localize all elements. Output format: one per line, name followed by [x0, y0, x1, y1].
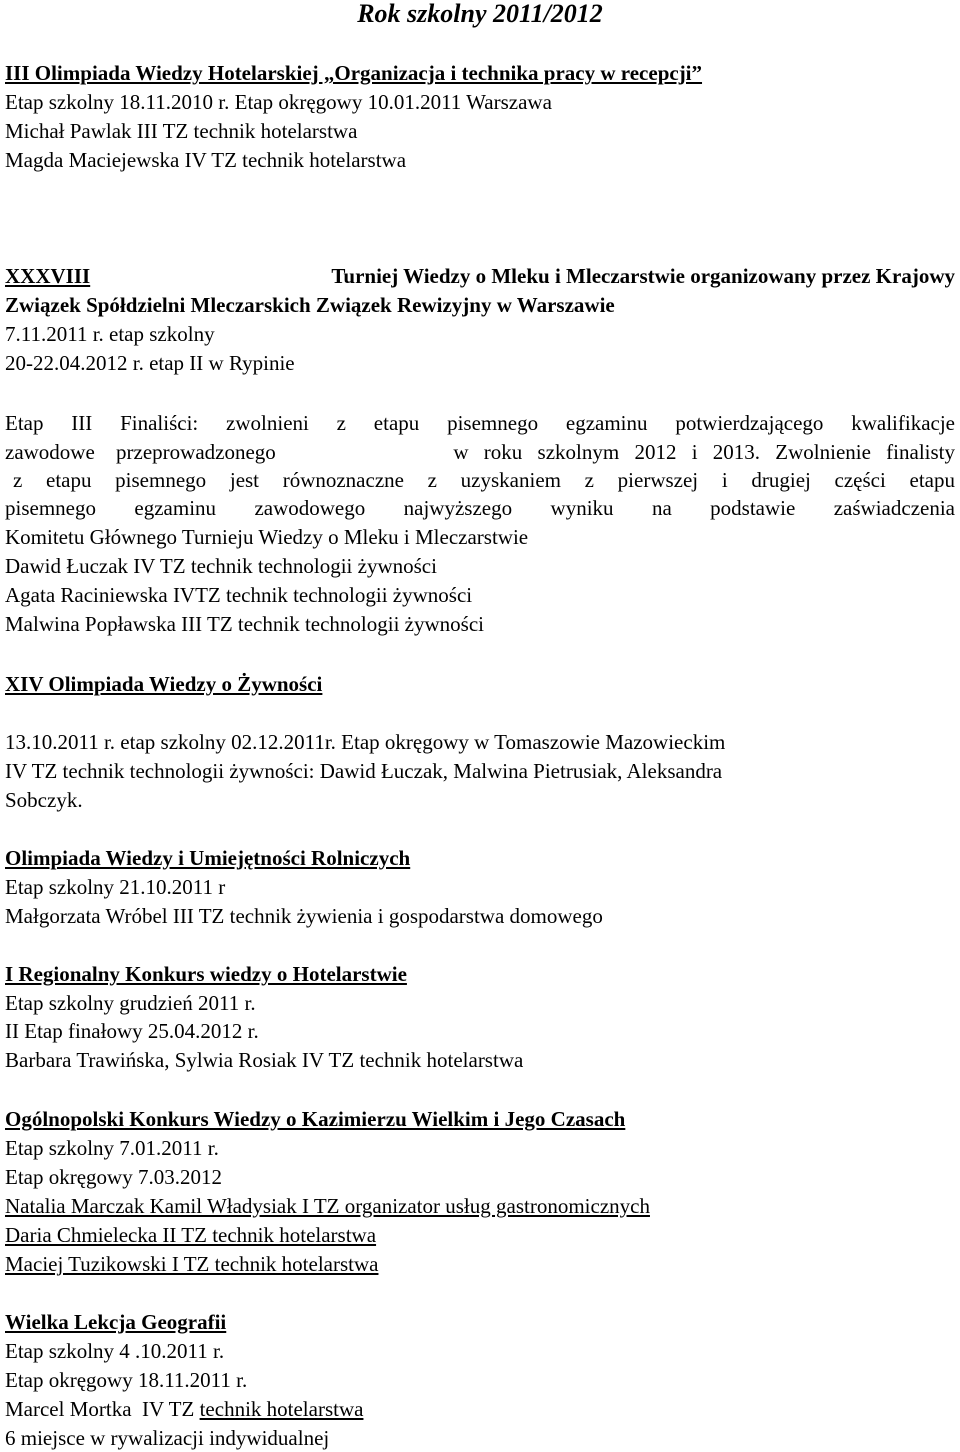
- section-heading-olimpiada-hotelarska: III Olimpiada Wiedzy Hotelarskiej „Organizacja i technika pracy w recepcji”: [5, 61, 703, 85]
- section6-line: Etap okręgowy 7.03.2012: [5, 1165, 222, 1189]
- section3-line: 13.10.2011 r. etap szkolny 02.12.2011r. Etap okręgowy w Tomaszowie Mazowieckim: [5, 730, 726, 754]
- paragraph-line: z etapu pisemnego jest równoznaczne z uzyskaniem z pierwszej i drugiej części etapu: [13, 468, 955, 492]
- section-heading-olimpiada-zywnosci: XIV Olimpiada Wiedzy o Żywności: [5, 672, 323, 696]
- paragraph-fragment: zawodowe przeprowadzonego: [5, 440, 276, 464]
- section5-line: Etap szkolny grudzień 2011 r.: [5, 991, 256, 1015]
- section2-heading-line: Związek Spółdzielni Mleczarskich Związek Rewizyjny w Warszawie: [5, 293, 615, 317]
- paragraph-line: Etap III Finaliści: zwolnieni z etapu pisemnego egzaminu potwierdzającego kwalifikacje: [5, 411, 955, 435]
- section2-line: 7.11.2011 r. etap szkolny: [5, 322, 215, 346]
- finalist-name: Dawid Łuczak IV TZ technik technologii żywności: [5, 554, 437, 578]
- student-profile: technik hotelarstwa: [199, 1397, 364, 1421]
- section7-line: Etap szkolny 4 .10.2011 r.: [5, 1339, 225, 1363]
- section3-line: Sobczyk.: [5, 788, 83, 812]
- section6-line: Etap szkolny 7.01.2011 r.: [5, 1136, 219, 1160]
- section-heading-konkurs-kazimierz: Ogólnopolski Konkurs Wiedzy o Kazimierzu Wielkim i Jego Czasach: [5, 1107, 626, 1131]
- paragraph-line: [5, 438, 955, 466]
- section5-line: II Etap finałowy 25.04.2012 r.: [5, 1019, 259, 1043]
- section1-line: Magda Maciejewska IV TZ technik hotelarstwa: [5, 148, 407, 172]
- finalist-name: Agata Raciniewska IVTZ technik technologii żywności: [5, 583, 473, 607]
- section1-line: Michał Pawlak III TZ technik hotelarstwa: [5, 119, 358, 143]
- section-heading-olimpiada-rolnicza: Olimpiada Wiedzy i Umiejętności Rolniczych: [5, 846, 411, 870]
- paragraph-fragment: w roku szkolnym 2012 i 2013. Zwolnienie finalisty: [453, 440, 955, 464]
- section1-line: Etap szkolny 18.11.2010 r. Etap okręgowy 10.01.2011 Warszawa: [5, 90, 552, 114]
- section-heading-lekcja-geografii: Wielka Lekcja Geografii: [5, 1310, 227, 1334]
- section2-line: 20-22.04.2012 r. etap II w Rypinie: [5, 351, 295, 375]
- section7-line: Etap okręgowy 18.11.2011 r.: [5, 1368, 248, 1392]
- section4-line: Małgorzata Wróbel III TZ technik żywienia i gospodarstwa domowego: [5, 904, 603, 928]
- section7-line: 6 miejsce w rywalizacji indywidualnej: [5, 1426, 330, 1450]
- section3-line: IV TZ technik technologii żywności: Dawid Łuczak, Malwina Pietrusiak, Aleksandra: [5, 759, 723, 783]
- section6-line: Maciej Tuzikowski I TZ technik hotelarstwa: [5, 1252, 379, 1276]
- paragraph-line: Komitetu Głównego Turnieju Wiedzy o Mleku i Mleczarstwie: [5, 525, 529, 549]
- heading-text: Turniej Wiedzy o Mleku i Mleczarstwie organizowany przez Krajowy: [331, 264, 955, 288]
- section6-line: Natalia Marczak Kamil Władysiak I TZ organizator usług gastronomicznych: [5, 1194, 650, 1218]
- page-title: Rok szkolny 2011/2012: [357, 0, 603, 28]
- section5-line: Barbara Trawińska, Sylwia Rosiak IV TZ technik hotelarstwa: [5, 1048, 524, 1072]
- paragraph-line: pisemnego egzaminu zawodowego najwyższego wyniku na podstawie zaświadczenia: [5, 496, 955, 520]
- student-name: Marcel Mortka IV TZ: [5, 1397, 200, 1421]
- heading-number: XXXVIII: [5, 264, 91, 288]
- section-heading-turniej-mleko: [5, 262, 955, 290]
- finalist-name: Malwina Popławska III TZ technik technologii żywności: [5, 612, 485, 636]
- section6-line: Daria Chmielecka II TZ technik hotelarstwa: [5, 1223, 377, 1247]
- section7-line: [5, 1395, 363, 1423]
- section4-line: Etap szkolny 21.10.2011 r: [5, 875, 226, 899]
- section-heading-konkurs-hotelarstwo: I Regionalny Konkurs wiedzy o Hotelarstwie: [5, 962, 407, 986]
